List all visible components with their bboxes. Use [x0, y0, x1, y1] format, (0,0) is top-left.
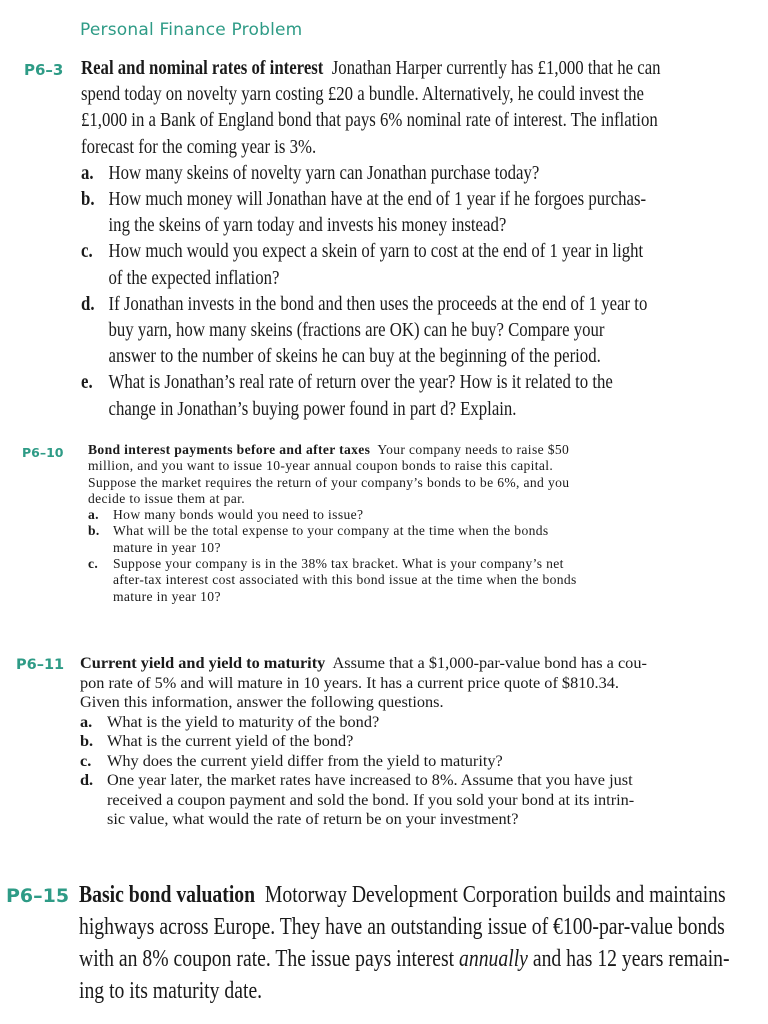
sub-question-b: b. What will be the total expense to your company at the time when the bonds mature in year 10?: [88, 523, 549, 555]
sub-question-c: c. How much would you expect a skein of yarn to cost at the end of 1 year in light of the expected inflation?: [81, 241, 644, 289]
stem-line: decide to issue them at par.: [88, 490, 246, 506]
problem-body: [79, 879, 730, 1007]
stem-line: Suppose the market requires the return of your company’s bonds to be 6%, and you: [88, 474, 570, 490]
stem-line: with an 8% coupon rate. The issue pays interest annually and has 12 years remain-: [79, 946, 730, 972]
stem-line: Bond interest payments before and after taxes Your company needs to raise $50: [88, 442, 570, 457]
problem-title: Bond interest payments before and after taxes: [88, 442, 371, 457]
sub-question-c: c. Suppose your company is in the 38% tax bracket. What is your company’s net after-tax interest cost associated with this bond issue at the time when the bonds mature in year 10?: [88, 556, 577, 604]
emphasis-annually: annually: [459, 946, 528, 972]
problem-number: P6–11: [16, 657, 65, 673]
stem-line: forecast for the coming year is 3%.: [81, 136, 317, 158]
stem-line: ing to its maturity date.: [79, 978, 263, 1004]
problem-number: P6–3: [24, 61, 64, 79]
stem-line: Basic bond valuation Motorway Development Corporation builds and maintains: [79, 882, 726, 908]
sub-question-c: c. Why does the current yield differ from the yield to maturity?: [80, 750, 503, 770]
sub-question-a: a. How many bonds would you need to issue?: [88, 507, 364, 523]
problem-number: P6–10: [22, 445, 64, 460]
sub-question-a: a. How many skeins of novelty yarn can Jonathan purchase today?: [81, 162, 540, 184]
sub-question-b: b. What is the current yield of the bond?: [80, 731, 354, 750]
problem-title: Real and nominal rates of interest: [81, 58, 324, 79]
problem-body: [80, 653, 647, 829]
stem-line: highways across Europe. They have an outstanding issue of €100-par-value bonds: [79, 914, 725, 940]
stem-line: million, and you want to issue 10-year annual coupon bonds to raise this capital.: [88, 458, 554, 474]
problem-title: Basic bond valuation: [79, 882, 256, 908]
sub-question-d: d. If Jonathan invests in the bond and then uses the proceeds at the end of 1 year to buy yarn, how many skeins (fractions are OK) can he buy? Compare your answer to the number of skeins he can buy at the beginning of the period.: [81, 293, 648, 368]
stem-line: Real and nominal rates of interest Jonathan Harper currently has £1,000 that he can: [81, 58, 661, 79]
problem-number: P6–15: [6, 885, 70, 907]
stem-line: spend today on novelty yarn costing £20 a bundle. Alternatively, he could invest the: [81, 84, 644, 106]
section-header: Personal Finance Problem: [80, 20, 303, 40]
sub-question-a: a. What is the yield to maturity of the bond?: [80, 711, 380, 731]
stem-line: £1,000 in a Bank of England bond that pays 6% nominal rate of interest. The inflation: [81, 110, 658, 132]
problem-title: Current yield and yield to maturity: [80, 653, 326, 672]
problem-body: [81, 56, 661, 423]
sub-question-d: d. One year later, the market rates have increased to 8%. Assume that you have just received a coupon payment and sold the bond. If you sold your bond at its intrin- sic value, what would the rate of return be on your investment?: [80, 770, 635, 828]
stem-line: pon rate of 5% and will mature in 10 years. It has a current price quote of $810.34.: [80, 672, 619, 692]
problem-body: [88, 442, 577, 605]
stem-line: Current yield and yield to maturity Assume that a $1,000-par-value bond has a cou-: [80, 653, 647, 672]
sub-question-e: e. What is Jonathan’s real rate of return over the year? How is it related to the change in Jonathan’s buying power found in part d? Explain.: [81, 372, 613, 420]
sub-question-b: b. How much money will Jonathan have at the end of 1 year if he forgoes purchas- ing the skeins of yarn today and invests his money instead?: [81, 189, 647, 237]
stem-line: Given this information, answer the following questions.: [80, 692, 444, 711]
